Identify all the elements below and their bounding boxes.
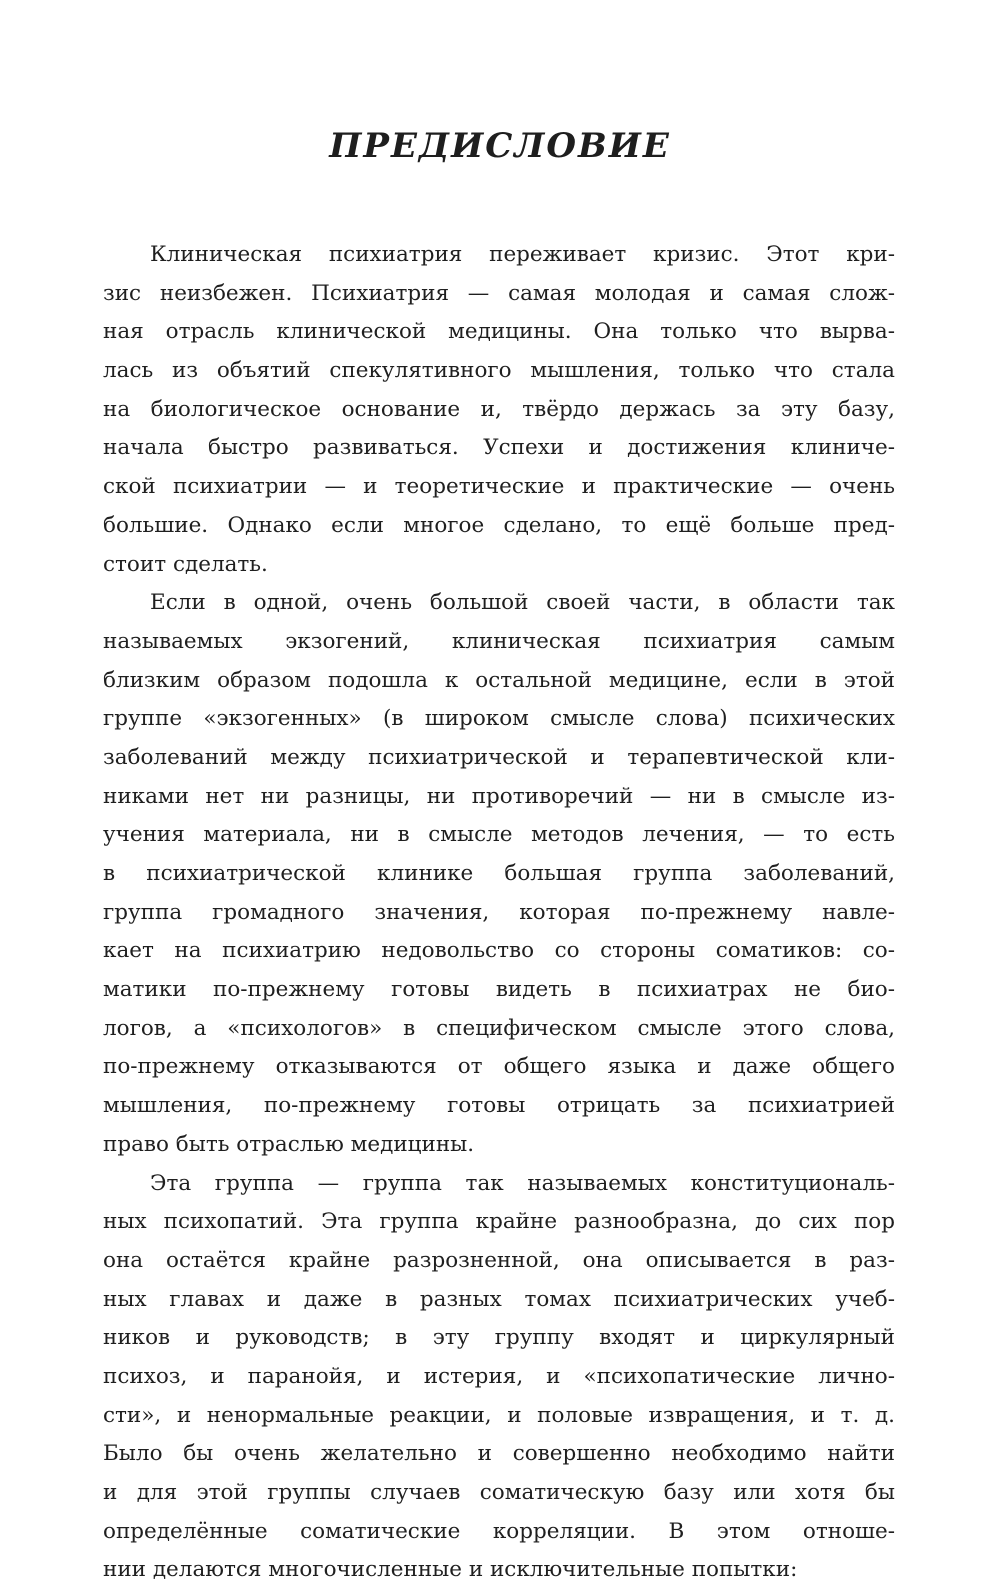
text-line: никами нет ни разницы, ни противоречий — ни в смысле из- [103, 778, 895, 817]
text-line: начала быстро развиваться. Успехи и достижения клиниче- [103, 429, 895, 468]
paragraph [103, 584, 895, 1164]
text-line: ная отрасль клинической медицины. Она только что вырва- [103, 313, 895, 352]
text-line: в психиатрической клинике большая группа заболеваний, [103, 855, 895, 894]
text-line: определённые соматические корреляции. В этом отноше- [103, 1513, 895, 1552]
text-line: близким образом подошла к остальной медицине, если в этой [103, 662, 895, 701]
text-line: по-прежнему отказываются от общего языка и даже общего [103, 1048, 895, 1087]
text-line: ской психиатрии — и теоретические и практические — очень [103, 468, 895, 507]
text-line: и для этой группы случаев соматическую базу или хотя бы [103, 1474, 895, 1513]
text-line: на биологическое основание и, твёрдо держась за эту базу, [103, 391, 895, 430]
text-line: большие. Однако если многое сделано, то ещё больше пред- [103, 507, 895, 546]
text-line: Если в одной, очень большой своей части, в области так [103, 584, 895, 623]
text-line: мышления, по-прежнему готовы отрицать за психиатрией [103, 1087, 895, 1126]
paragraph [103, 1165, 895, 1590]
text-line: Клиническая психиатрия переживает кризис. Этот кри- [103, 236, 895, 275]
text-line: ных главах и даже в разных томах психиатрических учеб- [103, 1281, 895, 1320]
text-line: группе «экзогенных» (в широком смысле слова) психических [103, 700, 895, 739]
paragraph [103, 236, 895, 584]
text-line: стоит сделать. [103, 546, 895, 585]
text-line: психоз, и паранойя, и истерия, и «психопатические лично- [103, 1358, 895, 1397]
text-line: матики по-прежнему готовы видеть в психиатрах не био- [103, 971, 895, 1010]
text-line: логов, а «психологов» в специфическом смысле этого слова, [103, 1010, 895, 1049]
text-line: зис неизбежен. Психиатрия — самая молодая и самая слож- [103, 275, 895, 314]
text-line: право быть отраслью медицины. [103, 1126, 895, 1165]
text-line: группа громадного значения, которая по-прежнему навле- [103, 894, 895, 933]
text-line: ных психопатий. Эта группа крайне разнообразна, до сих пор [103, 1203, 895, 1242]
text-line: лась из объятий спекулятивного мышления, только что стала [103, 352, 895, 391]
text-line: нии делаются многочисленные и исключительные попытки: [103, 1551, 895, 1590]
text-line: ников и руководств; в эту группу входят и циркулярный [103, 1319, 895, 1358]
text-line: Эта группа — группа так называемых конституциональ- [103, 1165, 895, 1204]
text-line: называемых экзогений, клиническая психиатрия самым [103, 623, 895, 662]
body-text [103, 236, 895, 1590]
page-title: ПРЕДИСЛОВИЕ [0, 126, 1000, 166]
text-line: она остаётся крайне разрозненной, она описывается в раз- [103, 1242, 895, 1281]
text-line: сти», и ненормальные реакции, и половые извращения, и т. д. [103, 1397, 895, 1436]
text-line: кает на психиатрию недовольство со стороны соматиков: со- [103, 932, 895, 971]
text-line: Было бы очень желательно и совершенно необходимо найти [103, 1435, 895, 1474]
text-line: учения материала, ни в смысле методов лечения, — то есть [103, 816, 895, 855]
text-line: заболеваний между психиатрической и терапевтической кли- [103, 739, 895, 778]
